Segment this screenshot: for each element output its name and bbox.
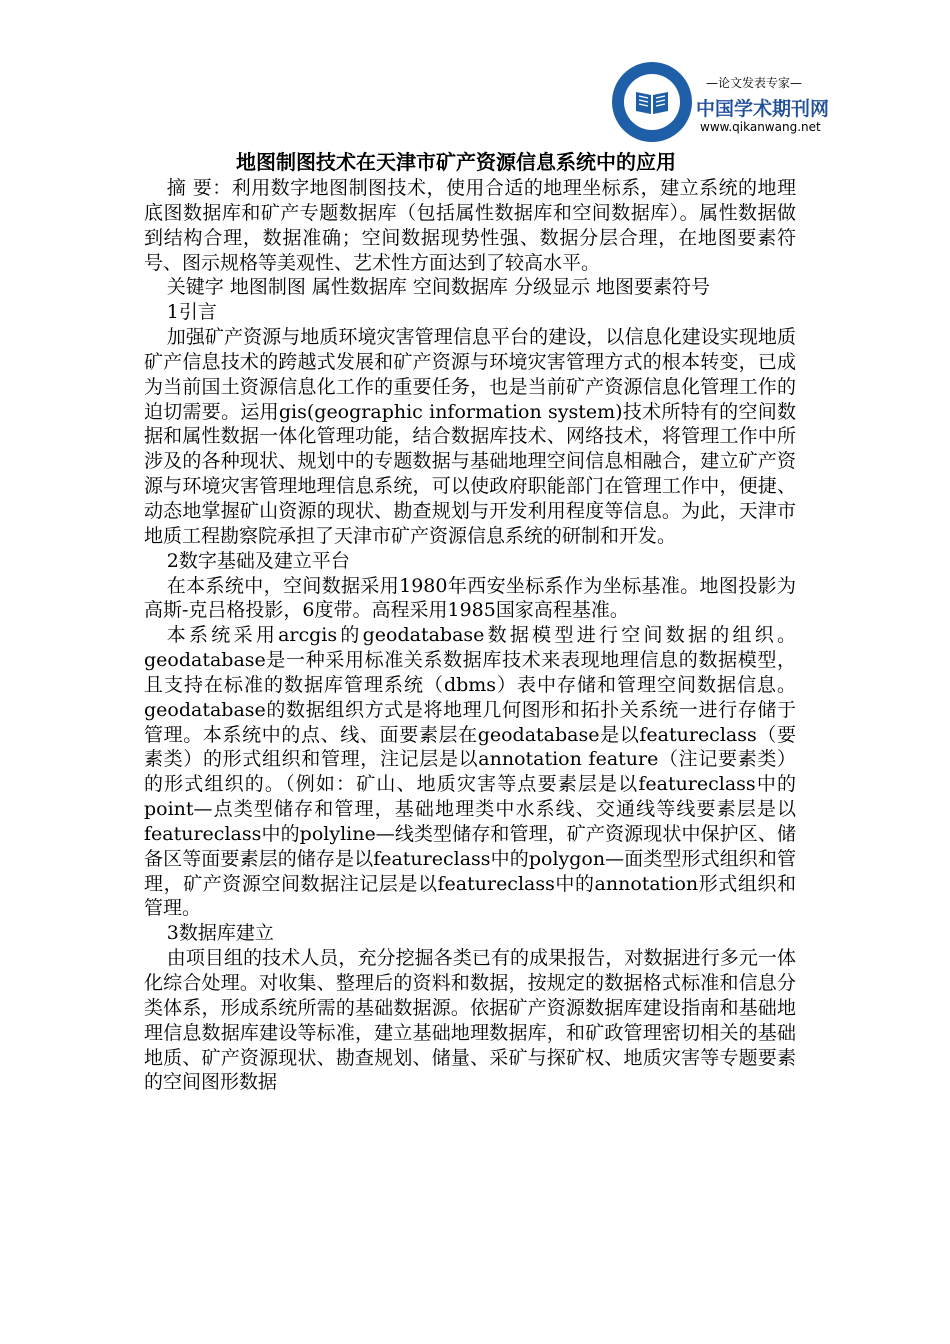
body-paragraph: 在本系统中，空间数据采用1980年西安坐标系作为坐标基准。地图投影为高斯-克吕格投影，6度带。高程采用1985国家高程基准。 <box>144 574 796 622</box>
body-paragraph: 本系统采用arcgis的geodatabase数据模型进行空间数据的组织。geodatabase是一种采用标准关系数据库技术来表现地理信息的数据模型，且支持在标准的数据库管理系统（dbms）表中存储和管理空间数据信息。geodatabase的数据组织方式是将地理几何图形和拓扑关系统一进行存储于管理。本系统中的点、线、面要素层在geodatabase是以featureclass（要素类）的形式组织和管理，注记层是以annotation feature（注记要素类）的形式组织的。（例如：矿山、地质灾害等点要素层是以featureclass中的point—点类型储存和管理，基础地理类中水系线、交通线等线要素层是以featureclass中的polyline—线类型储存和管理，矿产资源现状中保护区、储备区等面要素层的储存是以featureclass中的polygon—面类型形式组织和管理，矿产资源空间数据注记层是以featureclass中的annotation形式组织和管理。 <box>144 624 796 920</box>
logo-url: www.qikanwang.net <box>700 120 821 134</box>
section-heading: 2数字基础及建立平台 <box>166 549 350 572</box>
abstract-paragraph: 摘 要：利用数字地图制图技术，使用合适的地理坐标系，建立系统的地理底图数据库和矿产专题数据库（包括属性数据库和空间数据库）。属性数据做到结构合理，数据准确；空间数据现势性强、数据分层合理，在地图要素符号、图示规格等美观性、艺术性方面达到了较高水平。 <box>144 177 796 274</box>
article-title: 地图制图技术在天津市矿产资源信息系统中的应用 <box>236 150 676 174</box>
logo-name: 中国学术期刊网 <box>696 98 830 120</box>
journal-logo <box>612 62 830 146</box>
logo-emblem <box>612 62 692 142</box>
article-body <box>144 176 796 1095</box>
logo-slogan: —论文发表专家— <box>705 76 802 90</box>
section-heading: 3数据库建立 <box>166 922 274 945</box>
section-heading: 1引言 <box>166 301 217 324</box>
keywords-paragraph: 关键字 地图制图 属性数据库 空间数据库 分级显示 地图要素符号 <box>166 276 710 299</box>
book-icon <box>634 88 670 116</box>
body-paragraph: 加强矿产资源与地质环境灾害管理信息平台的建设，以信息化建设实现地质矿产信息技术的跨越式发展和矿产资源与环境灾害管理方式的根本转变，已成为当前国土资源信息化工作的重要任务，也是当前矿产资源信息化管理工作的迫切需要。运用gis(geographic information system)技术所特有的空间数据和属性数据一体化管理功能，结合数据库技术、网络技术，将管理工作中所涉及的各种现状、规划中的专题数据与基础地理空间信息相融合，建立矿产资源与环境灾害管理地理信息系统，可以使政府职能部门在管理工作中，便捷、动态地掌握矿山资源的现状、勘查规划与开发利用程度等信息。为此，天津市地质工程勘察院承担了天津市矿产资源信息系统的研制和开发。 <box>144 326 796 547</box>
body-paragraph: 由项目组的技术人员，充分挖掘各类已有的成果报告，对数据进行多元一体化综合处理。对收集、整理后的资料和数据，按规定的数据格式标准和信息分类体系，形成系统所需的基础数据源。依据矿产资源数据库建设指南和基础地理信息数据库建设等标准，建立基础地理数据库，和矿政管理密切相关的基础地质、矿产资源现状、勘查规划、储量、采矿与探矿权、地质灾害等专题要素的空间图形数据 <box>144 947 796 1094</box>
